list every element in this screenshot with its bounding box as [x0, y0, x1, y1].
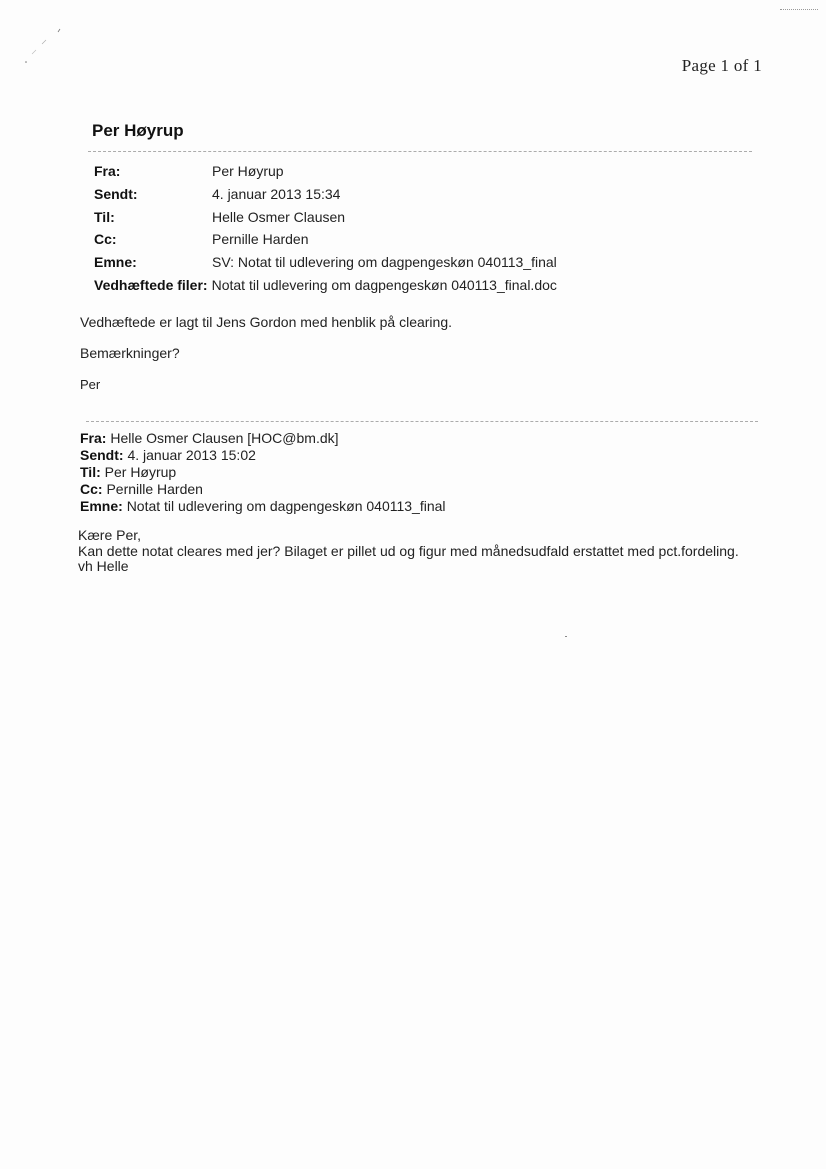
body-line-1: Vedhæftede er lagt til Jens Gordon med henblik på clearing.	[80, 314, 453, 330]
header-row-subject	[94, 251, 557, 274]
header-row-attachments	[94, 274, 557, 297]
quoted-closing: vh Helle	[78, 558, 129, 574]
cc-label: Cc:	[94, 231, 117, 248]
attachment-file: Notat til udlevering om dagpengeskøn 040113_final.doc	[211, 276, 557, 293]
header-row-sent	[94, 183, 557, 206]
quoted-from-value: Helle Osmer Clausen [HOC@bm.dk]	[110, 430, 339, 446]
header-row-from	[94, 160, 557, 183]
quoted-subject-value: Notat til udlevering om dagpengeskøn 040113_final	[126, 498, 446, 514]
quoted-to-value: Per Høyrup	[104, 464, 177, 480]
quote-divider	[86, 421, 758, 422]
from-label: Fra:	[94, 163, 121, 179]
page-number: Page 1 of 1	[681, 56, 762, 75]
scan-artifact-line	[780, 9, 818, 10]
header-row-to	[94, 206, 557, 229]
cc-value: Pernille Harden	[212, 231, 309, 248]
to-label: Til:	[94, 208, 115, 225]
body-signature: Per	[80, 377, 101, 392]
header-row-cc	[94, 228, 557, 251]
quoted-row-subject	[80, 498, 446, 515]
subject-value: SV: Notat til udlevering om dagpengeskøn 040113_final	[212, 254, 557, 271]
from-value: Per Høyrup	[212, 163, 284, 179]
scan-artifact-dot	[565, 636, 567, 637]
quoted-greeting: Kære Per,	[78, 527, 142, 543]
quoted-cc-label: Cc:	[80, 481, 103, 497]
quoted-subject-label: Emne:	[80, 498, 123, 514]
quoted-row-to	[80, 464, 446, 481]
email-header	[94, 160, 557, 297]
subject-label: Emne:	[94, 254, 137, 271]
body-line-2: Bemærkninger?	[80, 345, 180, 361]
sent-value: 4. januar 2013 15:34	[212, 185, 341, 202]
quoted-cc-value: Pernille Harden	[106, 481, 203, 497]
quoted-row-from	[80, 430, 446, 447]
quoted-row-sent	[80, 447, 446, 464]
scan-artifact-specks	[22, 28, 62, 68]
sender-title: Per Høyrup	[92, 121, 184, 140]
attachments-label: Vedhæftede filer:	[94, 276, 208, 293]
quoted-sent-value: 4. januar 2013 15:02	[127, 447, 256, 463]
quoted-sent-label: Sendt:	[80, 447, 124, 463]
sent-label: Sendt:	[94, 185, 138, 202]
quoted-from-label: Fra:	[80, 430, 107, 446]
quoted-to-label: Til:	[80, 464, 101, 480]
quoted-row-cc	[80, 481, 446, 498]
quoted-message	[78, 528, 739, 575]
quoted-email-header	[80, 430, 446, 515]
quoted-message-text: Kan dette notat cleares med jer? Bilaget er pillet ud og figur med månedsudfald erstattet med pct.fordeling.	[78, 542, 739, 559]
header-divider	[88, 151, 752, 152]
to-value: Helle Osmer Clausen	[212, 208, 346, 225]
